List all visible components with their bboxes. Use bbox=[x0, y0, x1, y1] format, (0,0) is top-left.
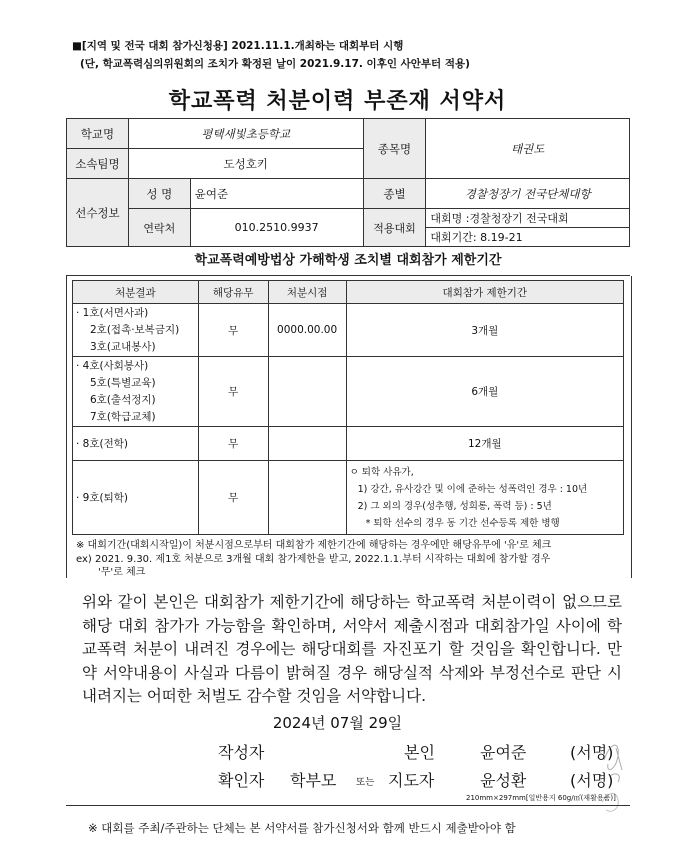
name-label: 성 명 bbox=[128, 179, 190, 209]
category-label: 종별 bbox=[363, 179, 426, 209]
notice-line-1: ■[지역 및 전국 대회 참가신청용] 2021.11.1.개최하는 대회부터 시행 bbox=[72, 40, 404, 52]
team-value: 도성호키 bbox=[128, 149, 363, 179]
expulsion-reason-line: 2) 그 외의 경우(성추행, 성희롱, 폭력 등) : 5년 bbox=[357, 500, 552, 512]
note-line-1: ※ 대회기간(대회시작일)이 처분시점으로부터 대회참가 제한기간에 해당하는 경우에만 해당유무에 '유'로 체크 bbox=[76, 540, 552, 551]
applies-cell: 무 bbox=[198, 304, 268, 357]
event-name: 대회명 :경찰청장기 전국대회 bbox=[426, 209, 630, 228]
handwritten-signature bbox=[596, 730, 636, 820]
table-row bbox=[73, 357, 624, 427]
instructor-label: 지도자 bbox=[388, 771, 435, 790]
notice-line-2: (단, 학교폭력심의위원회의 조치가 확정된 날이 2021.9.17. 이후인 사안부터 적용) bbox=[80, 58, 470, 70]
header-limit: 대회참가 제한기간 bbox=[346, 281, 623, 304]
contact-label: 연락처 bbox=[128, 209, 190, 247]
result-cell: · 9호(퇴학) bbox=[73, 461, 199, 535]
guardian-label: 학부모 bbox=[290, 771, 337, 790]
pledge-text: 위와 같이 본인은 대회참가 제한기간에 해당하는 학교폭력 처분이력이 없으므로 해당 대회 참가가 가능함을 확인하며, 서약서 제출시점과 대회참가일 사이에 학교폭력 처분이 내려진 경우에는 해당대회를 자진포기 할 것임을 확인합니다. 만약 서약내용이 사실과 다름이 밝혀질 경우 해당실적 삭제와 부정선수로 판단 시 내려지는 어떠한 처벌도 감수할 것임을 서약합니다. bbox=[82, 593, 622, 705]
writer-name: 윤여준 bbox=[480, 743, 527, 762]
name-value: 윤여준 bbox=[190, 179, 363, 209]
or-label: 또는 bbox=[356, 777, 375, 788]
footer-divider bbox=[66, 805, 630, 806]
writer-signature: (서명) bbox=[570, 743, 614, 762]
result-cell: · 8호(전학) bbox=[73, 427, 199, 461]
list-item: 3호(교내봉사) bbox=[90, 340, 156, 353]
player-info-label: 선수정보 bbox=[67, 179, 129, 247]
list-item: · 1호(서면사과) bbox=[76, 306, 149, 319]
footer-note: ※ 대회를 주최/주관하는 단체는 본 서약서를 참가신청서와 함께 반드시 제출받아야 함 bbox=[88, 821, 516, 835]
confirmer-name: 윤성환 bbox=[480, 771, 527, 790]
limit-cell: 3개월 bbox=[346, 304, 623, 357]
applies-cell: 무 bbox=[198, 427, 268, 461]
result-cell bbox=[73, 357, 199, 427]
writer-label: 작성자 bbox=[218, 743, 265, 762]
date-cell bbox=[268, 461, 346, 535]
restriction-title: 학교폭력예방법상 가해학생 조치별 대회참가 제한기간 bbox=[66, 247, 630, 276]
sport-label: 종목명 bbox=[363, 119, 426, 179]
table-row bbox=[73, 427, 624, 461]
header-result: 처분결과 bbox=[73, 281, 199, 304]
expulsion-reason-line: * 퇴학 선수의 경우 동 기간 선수등록 제한 병행 bbox=[365, 517, 560, 529]
restriction-table bbox=[72, 280, 624, 535]
table-row bbox=[73, 304, 624, 357]
event-label: 적용대회 bbox=[363, 209, 426, 247]
list-item: 6호(출석정지) bbox=[90, 393, 156, 406]
confirm-label: 확인자 bbox=[218, 771, 265, 790]
limit-cell: 12개월 bbox=[346, 427, 623, 461]
expulsion-reason-line: 1) 강간, 유사강간 및 이에 준하는 성폭력인 경우 : 10년 bbox=[357, 483, 588, 495]
paper-spec: 210mm×297mm[일반용지 60g/㎡(재활용품)] bbox=[466, 794, 616, 802]
limit-cell bbox=[346, 461, 623, 535]
header-applies: 해당유무 bbox=[198, 281, 268, 304]
applies-cell: 무 bbox=[198, 461, 268, 535]
expulsion-reason-line: ㅇ 퇴학 사유가, bbox=[349, 466, 414, 478]
note-line-2: ex) 2021. 9.30. 제1호 처분으로 3개월 대회 참가제한을 받고, 2022.1.1.부터 시작하는 대회에 참가할 경우 bbox=[76, 554, 551, 565]
category-value: 경찰청장기 전국단체대항 bbox=[426, 179, 630, 209]
pledge-date: 2024년 07월 29일 bbox=[272, 714, 403, 732]
sport-value: 태권도 bbox=[426, 119, 630, 179]
table-row bbox=[73, 461, 624, 535]
header-date: 처분시점 bbox=[268, 281, 346, 304]
applies-cell: 무 bbox=[198, 357, 268, 427]
result-cell bbox=[73, 304, 199, 357]
list-item: 2호(접촉·보복금지) bbox=[90, 323, 180, 336]
date-cell bbox=[268, 427, 346, 461]
note-line-3: '무'로 체크 bbox=[98, 567, 146, 578]
date-cell bbox=[268, 357, 346, 427]
player-info-table bbox=[66, 118, 630, 247]
confirmer-signature: (서명) bbox=[570, 771, 614, 790]
document-title: 학교폭력 처분이력 부존재 서약서 bbox=[168, 89, 507, 114]
date-cell: 0000.00.00 bbox=[268, 304, 346, 357]
list-item: 5호(특별교육) bbox=[90, 376, 156, 389]
school-value: 평택새빛초등학교 bbox=[128, 119, 363, 149]
list-item: 7호(학급교체) bbox=[90, 410, 156, 423]
team-label: 소속팀명 bbox=[67, 149, 129, 179]
limit-cell: 6개월 bbox=[346, 357, 623, 427]
school-label: 학교명 bbox=[67, 119, 129, 149]
contact-value: 010.2510.9937 bbox=[190, 209, 363, 247]
event-period: 대회기간: 8.19-21 bbox=[426, 228, 630, 247]
list-item: · 4호(사회봉사) bbox=[76, 359, 149, 372]
self-label: 본인 bbox=[404, 743, 435, 762]
